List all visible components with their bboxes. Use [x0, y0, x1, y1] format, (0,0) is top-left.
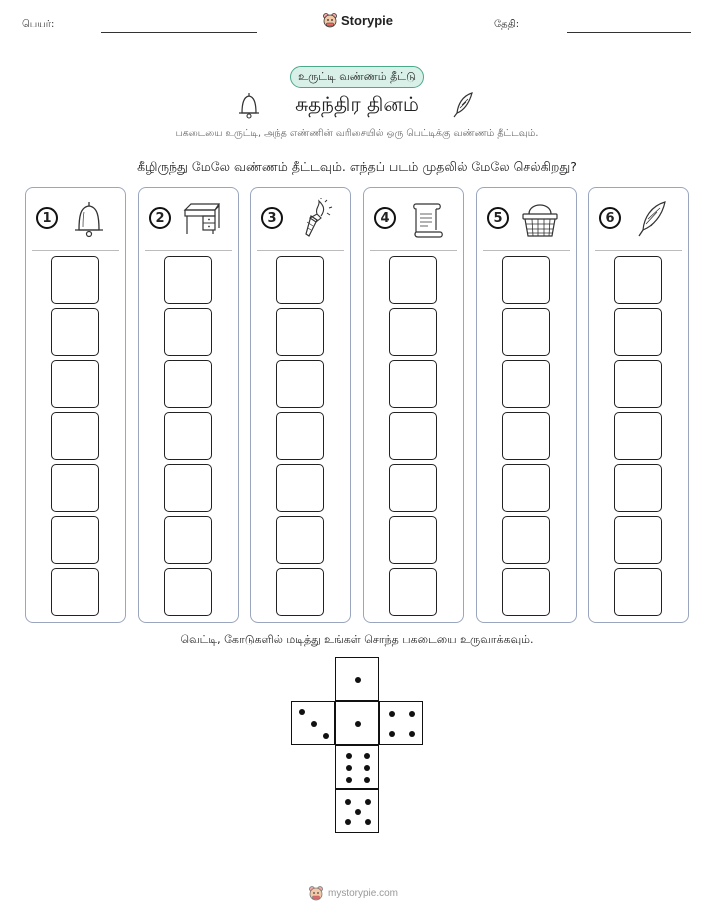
date-label: தேதி: — [494, 19, 520, 30]
column-3 — [250, 187, 351, 623]
column-number: 1 — [36, 207, 58, 229]
color-box[interactable] — [502, 464, 550, 512]
dice-pip — [355, 721, 361, 727]
dice-pip — [346, 765, 352, 771]
dice-pip — [364, 765, 370, 771]
color-box[interactable] — [51, 464, 99, 512]
dice-pip — [355, 809, 361, 815]
column-divider — [145, 250, 232, 251]
color-box[interactable] — [164, 464, 212, 512]
column-4 — [363, 187, 464, 623]
dice-pip — [346, 753, 352, 759]
dice-pip — [364, 753, 370, 759]
bell-icon — [68, 198, 110, 240]
color-box[interactable] — [51, 360, 99, 408]
color-box[interactable] — [614, 516, 662, 564]
color-box[interactable] — [389, 308, 437, 356]
brand-logo — [322, 12, 393, 28]
dice-pip — [345, 819, 351, 825]
desk-icon — [181, 198, 223, 240]
color-box[interactable] — [51, 412, 99, 460]
color-box[interactable] — [164, 308, 212, 356]
dice-pip — [409, 711, 415, 717]
color-box[interactable] — [51, 256, 99, 304]
color-box[interactable] — [389, 360, 437, 408]
color-box[interactable] — [51, 516, 99, 564]
color-box[interactable] — [276, 568, 324, 616]
color-box[interactable] — [614, 308, 662, 356]
question: கீழிருந்து மேலே வண்ணம் தீட்டவும். எந்தப் படம் முதலில் மேலே செல்கிறது? — [137, 159, 577, 174]
subtitle: பகடையை உருட்டி, அந்த எண்ணின் வரிசையில் ஒரு பெட்டிக்கு வண்ணம் தீட்டவும். — [175, 128, 539, 139]
storypie-mascot-icon — [322, 12, 338, 28]
dice-pip — [389, 711, 395, 717]
column-number: 2 — [149, 207, 171, 229]
column-number: 5 — [487, 207, 509, 229]
color-box[interactable] — [276, 516, 324, 564]
color-box[interactable] — [389, 568, 437, 616]
color-box[interactable] — [502, 412, 550, 460]
dice-face-6 — [335, 745, 379, 789]
color-box[interactable] — [502, 516, 550, 564]
column-divider — [257, 250, 344, 251]
color-box[interactable] — [389, 516, 437, 564]
color-box[interactable] — [389, 464, 437, 512]
dice-pip — [365, 819, 371, 825]
dice-pip — [355, 677, 361, 683]
title-quill-icon — [452, 91, 476, 119]
column-divider — [32, 250, 119, 251]
column-number: 3 — [261, 207, 283, 229]
column-5 — [476, 187, 577, 623]
color-box[interactable] — [389, 412, 437, 460]
color-box[interactable] — [389, 256, 437, 304]
color-box[interactable] — [614, 360, 662, 408]
dice-pip — [389, 731, 395, 737]
dice-pip — [299, 709, 305, 715]
footer — [308, 885, 398, 901]
dice-face-5 — [335, 789, 379, 833]
column-divider — [595, 250, 682, 251]
scroll-icon — [406, 198, 448, 240]
dice-pip — [346, 777, 352, 783]
activity-badge: உருட்டி வண்ணம் தீட்டு — [290, 66, 424, 88]
dice-pip — [345, 799, 351, 805]
dice-pip — [323, 733, 329, 739]
color-box[interactable] — [164, 568, 212, 616]
color-box[interactable] — [164, 360, 212, 408]
color-box[interactable] — [51, 308, 99, 356]
name-label: பெயர்: — [22, 19, 55, 30]
dice-pip — [409, 731, 415, 737]
color-box[interactable] — [276, 464, 324, 512]
column-1 — [25, 187, 126, 623]
dice-pip — [311, 721, 317, 727]
color-box[interactable] — [614, 568, 662, 616]
color-box[interactable] — [276, 360, 324, 408]
color-box[interactable] — [164, 256, 212, 304]
column-divider — [370, 250, 457, 251]
column-number: 4 — [374, 207, 396, 229]
storypie-mascot-icon — [308, 885, 324, 901]
color-box[interactable] — [502, 256, 550, 304]
dice-pip — [364, 777, 370, 783]
quill-icon — [631, 198, 673, 240]
dice-face-1 — [335, 701, 379, 745]
footer-url[interactable]: mystorypie.com — [328, 887, 399, 899]
date-line[interactable] — [567, 32, 691, 33]
color-box[interactable] — [51, 568, 99, 616]
color-box[interactable] — [614, 256, 662, 304]
color-box[interactable] — [164, 412, 212, 460]
name-line[interactable] — [101, 32, 257, 33]
dice-face-3 — [291, 701, 335, 745]
color-box[interactable] — [276, 308, 324, 356]
column-6 — [588, 187, 689, 623]
color-box[interactable] — [614, 412, 662, 460]
dice-face-1 — [335, 657, 379, 701]
color-box[interactable] — [502, 308, 550, 356]
page-title: சுதந்திர தினம் — [295, 92, 419, 116]
column-2 — [138, 187, 239, 623]
color-box[interactable] — [502, 360, 550, 408]
color-box[interactable] — [276, 412, 324, 460]
color-box[interactable] — [614, 464, 662, 512]
column-number: 6 — [599, 207, 621, 229]
color-box[interactable] — [502, 568, 550, 616]
brand-name: Storypie — [341, 12, 394, 28]
color-box[interactable] — [276, 256, 324, 304]
torch-icon — [293, 198, 335, 240]
basket-icon — [519, 198, 561, 240]
dice-pip — [365, 799, 371, 805]
color-box[interactable] — [164, 516, 212, 564]
column-divider — [483, 250, 570, 251]
dice-instruction: வெட்டி, கோடுகளில் மடித்து உங்கள் சொந்த பகடையை உருவாக்கவும். — [180, 633, 534, 646]
dice-face-4 — [379, 701, 423, 745]
